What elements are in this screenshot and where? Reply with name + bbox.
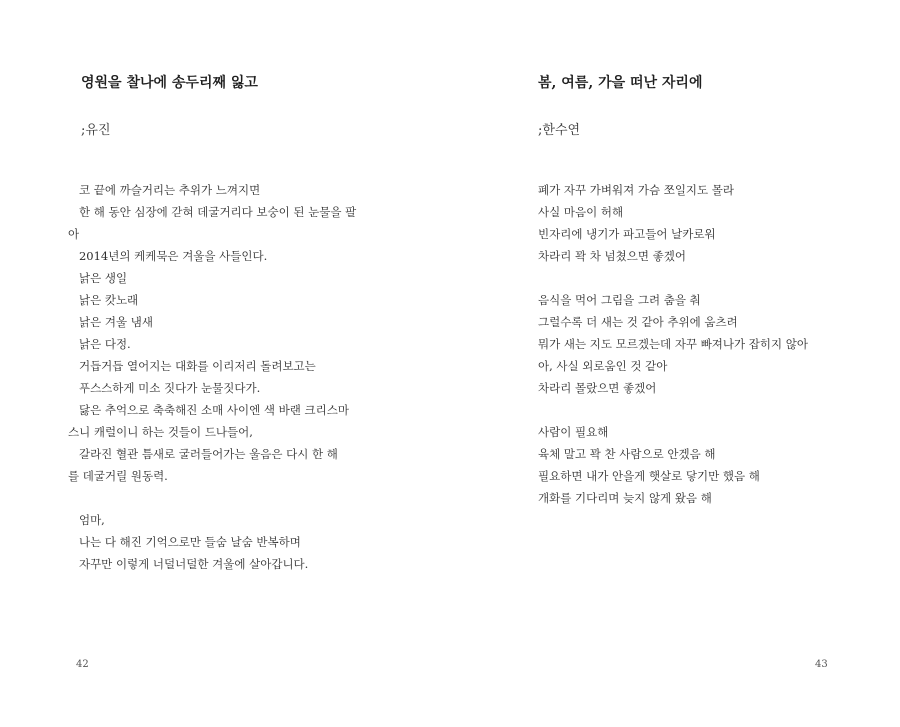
poem-line: 사람이 필요해: [538, 425, 609, 439]
poem-line: 필요하면 내가 안을게 햇살로 닿기만 했음 해: [538, 469, 760, 483]
poem-line: 거듭거듭 열어지는 대화를 이리저리 돌려보고는: [68, 359, 316, 373]
poem-line: 낡은 다정.: [68, 337, 131, 351]
poem-line: 음식을 먹어 그림을 그려 춤을 춰: [538, 293, 701, 307]
poem-line: 낡은 겨울 냄새: [68, 315, 153, 329]
poem-line: 개화를 기다리며 늦지 않게 왔음 해: [538, 491, 712, 505]
poem-line: 닳은 추억으로 축축해진 소매 사이엔 색 바랜 크리스마: [68, 403, 349, 417]
poem-line: 를 데굴거릴 원동력.: [68, 469, 168, 483]
poem-line: 차라리 꽉 차 넘쳤으면 좋겠어: [538, 249, 686, 263]
right-page: [450, 0, 900, 727]
poem-author: ;유진: [81, 123, 111, 138]
page-number: 43: [815, 659, 828, 670]
poem-line: 그럴수록 더 새는 것 같아 추위에 움츠려: [538, 315, 738, 329]
poem-line: 갈라진 혈관 틈새로 굴러들어가는 울음은 다시 한 해: [68, 447, 338, 461]
poem-line: 아, 사실 외로움인 것 같아: [538, 359, 668, 373]
poem-line: 스니 캐럴이니 하는 것들이 드나들어,: [68, 425, 253, 439]
poem-line: 차라리 몰랐으면 좋겠어: [538, 381, 657, 395]
poem-line: 아: [68, 227, 80, 241]
poem-line: 코 끝에 까슬거리는 추위가 느껴지면: [68, 183, 261, 197]
poem-line: 육체 말고 꽉 찬 사람으로 안겠음 해: [538, 447, 716, 461]
poem-author: ;한수연: [538, 123, 581, 138]
poem-title: 봄, 여름, 가을 떠난 자리에: [538, 75, 703, 91]
poem-line: 폐가 자꾸 가벼워져 가슴 쪼일지도 몰라: [538, 183, 735, 197]
poem-line: 자꾸만 이렇게 너덜너덜한 겨울에 살아갑니다.: [68, 557, 309, 571]
poem-line-blank: [538, 267, 808, 289]
poem-line-blank: [538, 399, 808, 421]
poem-title: 영원을 찰나에 송두리째 잃고: [81, 75, 258, 91]
poem-body: [538, 179, 808, 509]
poem-line: 뭐가 새는 지도 모르겠는데 자꾸 빠져나가 잡히지 않아: [538, 337, 808, 351]
poem-line: 나는 다 해진 기억으로만 들숨 날숨 반복하며: [68, 535, 301, 549]
poem-line: 푸스스하게 미소 짓다가 눈물짓다가.: [68, 381, 261, 395]
poem-line: 엄마,: [68, 513, 105, 527]
poem-line: 사실 마음이 허해: [538, 205, 624, 219]
poem-line: 한 해 동안 심장에 갇혀 데굴거리다 보숭이 된 눈물을 팔: [68, 205, 357, 219]
poem-line: 낡은 캇노래: [68, 293, 139, 307]
poem-line-blank: [68, 487, 356, 509]
poem-body: [68, 179, 356, 575]
poem-line: 2014년의 케케묵은 겨울을 사들인다.: [68, 249, 268, 263]
page-number: 42: [76, 659, 89, 670]
poem-line: 낡은 생일: [68, 271, 128, 285]
poem-line: 빈자리에 냉기가 파고들어 날카로워: [538, 227, 716, 241]
